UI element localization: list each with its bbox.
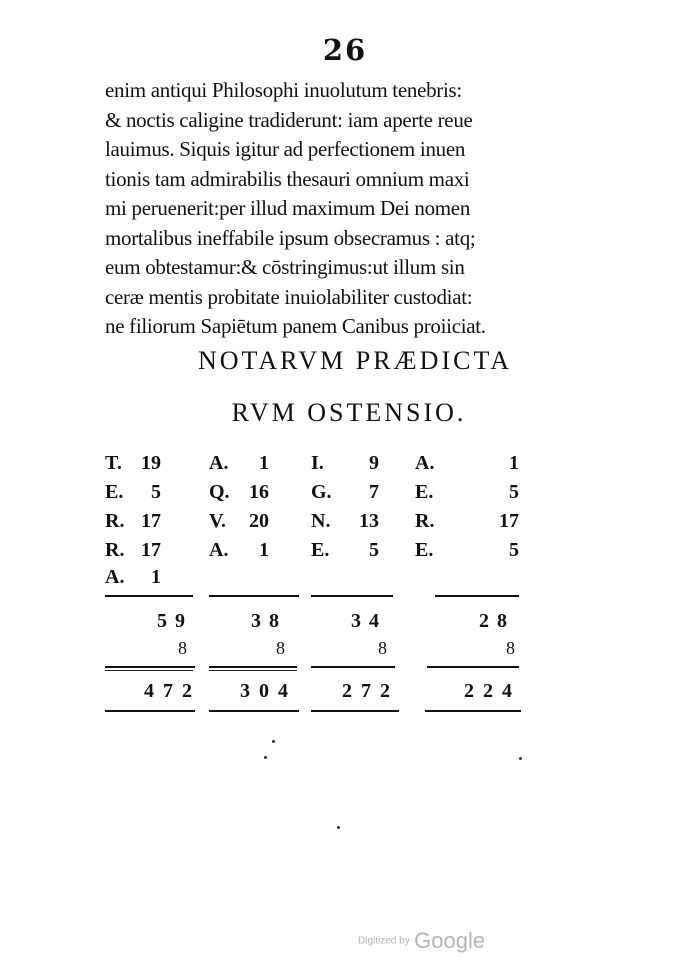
sum-rule	[105, 595, 193, 597]
section-heading-line-1: NOTARVM PRÆDICTA	[197, 346, 513, 375]
section-heading-line-2: RVM OSTENSIO.	[231, 398, 467, 427]
cell-number: 5	[509, 539, 519, 561]
table-cell	[105, 452, 161, 478]
ink-speck	[272, 740, 275, 743]
ink-speck	[337, 826, 340, 829]
cell-letter: E.	[415, 539, 434, 561]
paragraph-line: eum obtestamur:& cōstringimus:ut illum sin	[105, 255, 465, 279]
cell-letter: R.	[105, 510, 125, 532]
table-cell	[415, 452, 519, 478]
cell-letter: R.	[105, 539, 125, 561]
paragraph-line: ceræ mentis probitate inuiolabiliter custodiat:	[105, 284, 473, 309]
cell-number: 13	[359, 510, 379, 532]
column-product: 224	[464, 680, 521, 702]
paragraph-line: ne filiorum Sapiētum panem Canibus proiiciat.	[105, 314, 486, 338]
table-cell	[415, 481, 519, 507]
paragraph-line: mortalibus ineffabile ipsum obsecramus : atq;	[105, 225, 476, 250]
sum-rule	[311, 595, 393, 597]
column-multiplier: 8	[506, 638, 515, 658]
cell-number: 5	[151, 481, 161, 503]
total-rule	[105, 710, 195, 712]
cell-letter: N.	[311, 510, 331, 532]
table-cell	[105, 481, 161, 507]
cell-number: 17	[141, 539, 161, 561]
paragraph-line: tionis tam admirabilis thesauri omnium maxi	[105, 166, 470, 191]
total-rule	[209, 710, 299, 712]
table-cell	[105, 510, 161, 536]
column-product: 272	[342, 680, 399, 702]
cell-letter: T.	[105, 452, 122, 474]
cell-number: 17	[141, 510, 161, 532]
cell-number: 20	[249, 510, 269, 532]
cell-number: 1	[259, 452, 269, 474]
cell-letter: G.	[311, 481, 332, 503]
table-cell	[311, 481, 379, 507]
paragraph-line: enim antiqui Philosophi inuolutum tenebris:	[105, 78, 462, 102]
product-rule	[427, 666, 519, 668]
table-cell	[209, 481, 269, 507]
product-rule-thin	[105, 670, 193, 671]
ink-speck	[519, 757, 522, 760]
column-sum: 38	[251, 610, 287, 632]
table-cell	[105, 539, 161, 565]
google-logo: Google	[414, 928, 486, 953]
cell-number: 9	[369, 452, 379, 474]
paragraph	[105, 76, 525, 342]
paragraph-line: mi peruenerit:per illud maximum Dei nomen	[105, 196, 471, 220]
cell-letter: A.	[209, 452, 229, 474]
column-product: 472	[144, 680, 201, 702]
column-sum: 59	[157, 610, 193, 632]
total-rule	[425, 710, 521, 712]
total-rule	[311, 710, 399, 712]
table-cell	[209, 539, 269, 565]
column-multiplier: 8	[378, 638, 387, 658]
table-cell	[105, 566, 161, 592]
cell-letter: A.	[209, 539, 229, 561]
column-product: 304	[240, 680, 297, 702]
column-sum: 34	[351, 610, 387, 632]
ink-speck	[264, 756, 267, 759]
sum-rule	[209, 595, 299, 597]
watermark-prefix: Digitized by	[358, 935, 410, 947]
table-cell	[415, 510, 519, 536]
paragraph-line: & noctis caligine tradiderunt: iam aperte reue	[105, 107, 473, 132]
table-cell	[311, 452, 379, 478]
cell-letter: A.	[415, 452, 435, 474]
column-sum: 28	[479, 610, 515, 632]
cell-letter: E.	[415, 481, 434, 503]
cell-letter: R.	[415, 510, 435, 532]
paragraph-line: lauimus. Siquis igitur ad perfectionem inuen	[105, 137, 466, 161]
digitized-watermark	[358, 928, 485, 954]
table-cell	[209, 510, 269, 536]
cell-letter: E.	[105, 481, 124, 503]
cell-number: 5	[509, 481, 519, 503]
table-cell	[415, 539, 519, 565]
cell-number: 1	[509, 452, 519, 474]
cell-number: 16	[249, 481, 269, 503]
cell-number: 17	[499, 510, 519, 532]
cell-letter: A.	[105, 566, 125, 588]
cell-number: 7	[369, 481, 379, 503]
cell-letter: I.	[311, 452, 324, 474]
page-number: 26	[322, 33, 368, 67]
column-multiplier: 8	[276, 638, 285, 658]
product-rule	[209, 666, 297, 668]
product-rule-thin	[209, 670, 297, 671]
column-multiplier: 8	[178, 638, 187, 658]
sum-rule	[435, 595, 519, 597]
table-cell	[311, 539, 379, 565]
cell-number: 1	[259, 539, 269, 561]
product-rule	[311, 666, 395, 668]
cell-letter: Q.	[209, 481, 230, 503]
cell-number: 5	[369, 539, 379, 561]
cell-number: 1	[151, 566, 161, 588]
cell-number: 19	[141, 452, 161, 474]
cell-letter: V.	[209, 510, 226, 532]
product-rule	[105, 666, 195, 668]
table-cell	[209, 452, 269, 478]
cell-letter: E.	[311, 539, 330, 561]
table-cell	[311, 510, 379, 536]
